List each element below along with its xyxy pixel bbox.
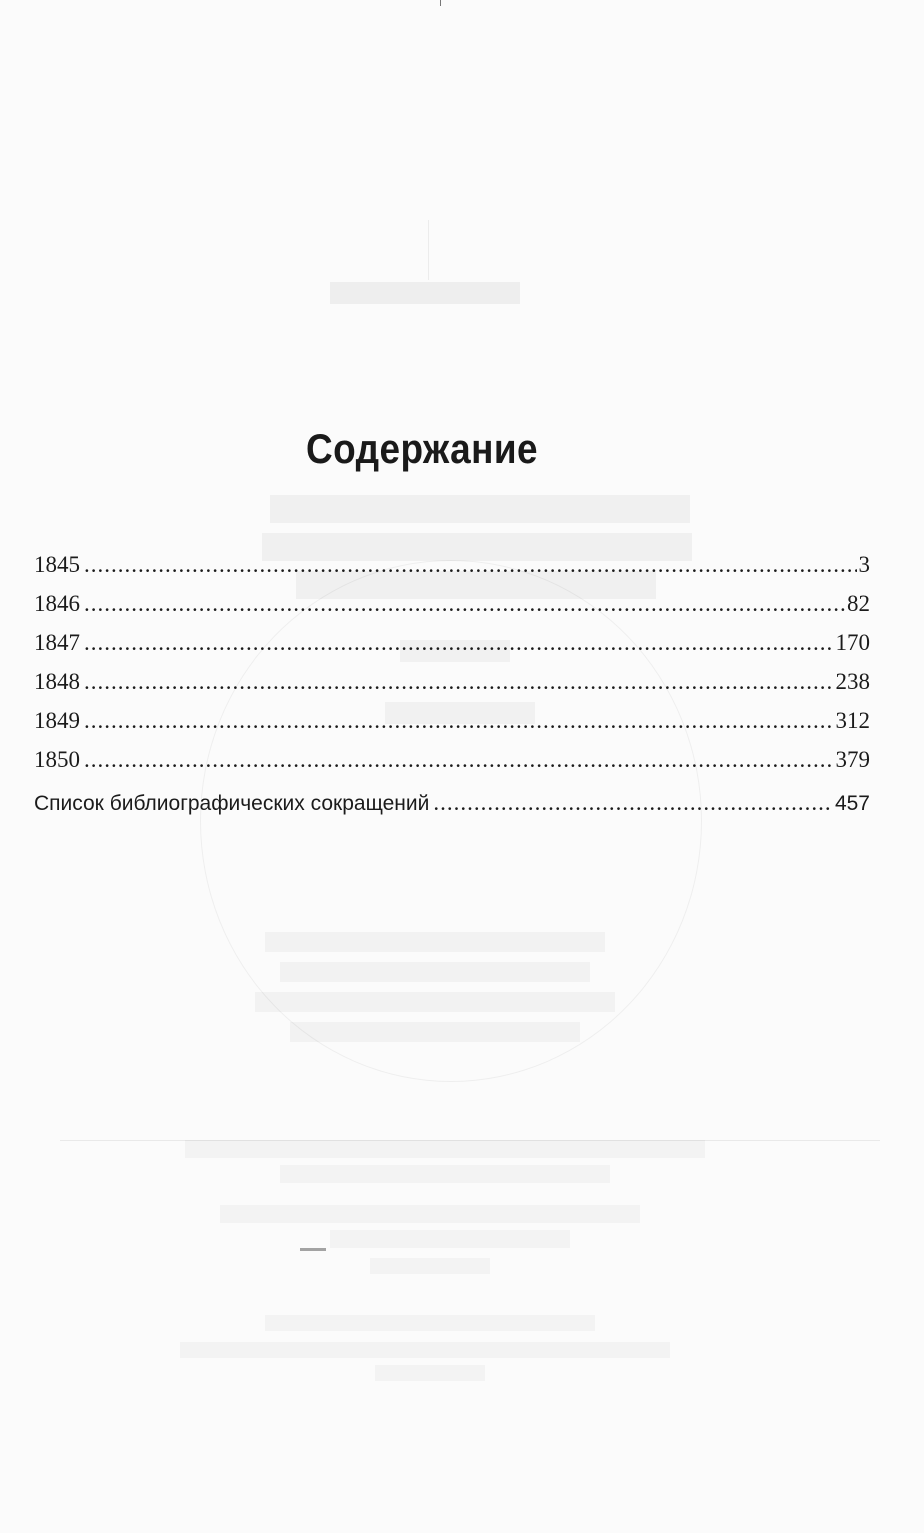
dot-leader: [84, 662, 834, 701]
dot-leader: [433, 783, 833, 822]
dot-leader: [84, 701, 834, 740]
toc-entry: [34, 662, 870, 701]
toc-entry: [34, 545, 870, 584]
dot-leader: [84, 584, 845, 623]
toc-entry: [34, 584, 870, 623]
toc-entry-label: 1845: [34, 552, 80, 577]
bleed-through-text: [330, 1230, 570, 1248]
dot-leader: [84, 545, 857, 584]
toc-entry: [34, 701, 870, 740]
toc-entry: [34, 623, 870, 662]
toc-entry-page: 312: [835, 708, 870, 733]
toc-entry-page: 379: [835, 747, 870, 772]
bleed-through-rule: [60, 1140, 880, 1141]
dot-leader: [84, 623, 834, 662]
toc-entry-label: 1847: [34, 630, 80, 655]
toc-entry-label: 1850: [34, 747, 80, 772]
bleed-through-text: [270, 495, 690, 523]
bleed-through-stroke: [428, 220, 429, 280]
toc-entry-page: 457: [834, 792, 870, 815]
table-of-contents: [34, 545, 870, 822]
bleed-through-text: [370, 1258, 490, 1274]
toc-entry-label: Список библиографических сокращений: [34, 792, 430, 815]
toc-entry-page: 3: [858, 552, 870, 577]
toc-entry-page: 238: [835, 669, 870, 694]
bleed-through-text: [265, 1315, 595, 1331]
bleed-through-text: [280, 1165, 610, 1183]
bleed-through-text: [375, 1365, 485, 1381]
page-title: Содержание: [305, 425, 539, 472]
bleed-through-text: [185, 1140, 705, 1158]
toc-entry-page: 170: [835, 630, 870, 655]
bleed-through-text: [220, 1205, 640, 1223]
toc-entry-label: 1848: [34, 669, 80, 694]
toc-entry-label: 1846: [34, 591, 80, 616]
dot-leader: [84, 740, 834, 779]
bleed-through-text: [180, 1342, 670, 1358]
toc-entry-label: 1849: [34, 708, 80, 733]
bleed-through-text: [330, 282, 520, 304]
toc-entry-page: 82: [847, 591, 870, 616]
bleed-through-mark: [300, 1248, 326, 1251]
toc-entry: [34, 740, 870, 779]
toc-entry: [34, 783, 870, 822]
page-edge-mark: [440, 0, 441, 6]
